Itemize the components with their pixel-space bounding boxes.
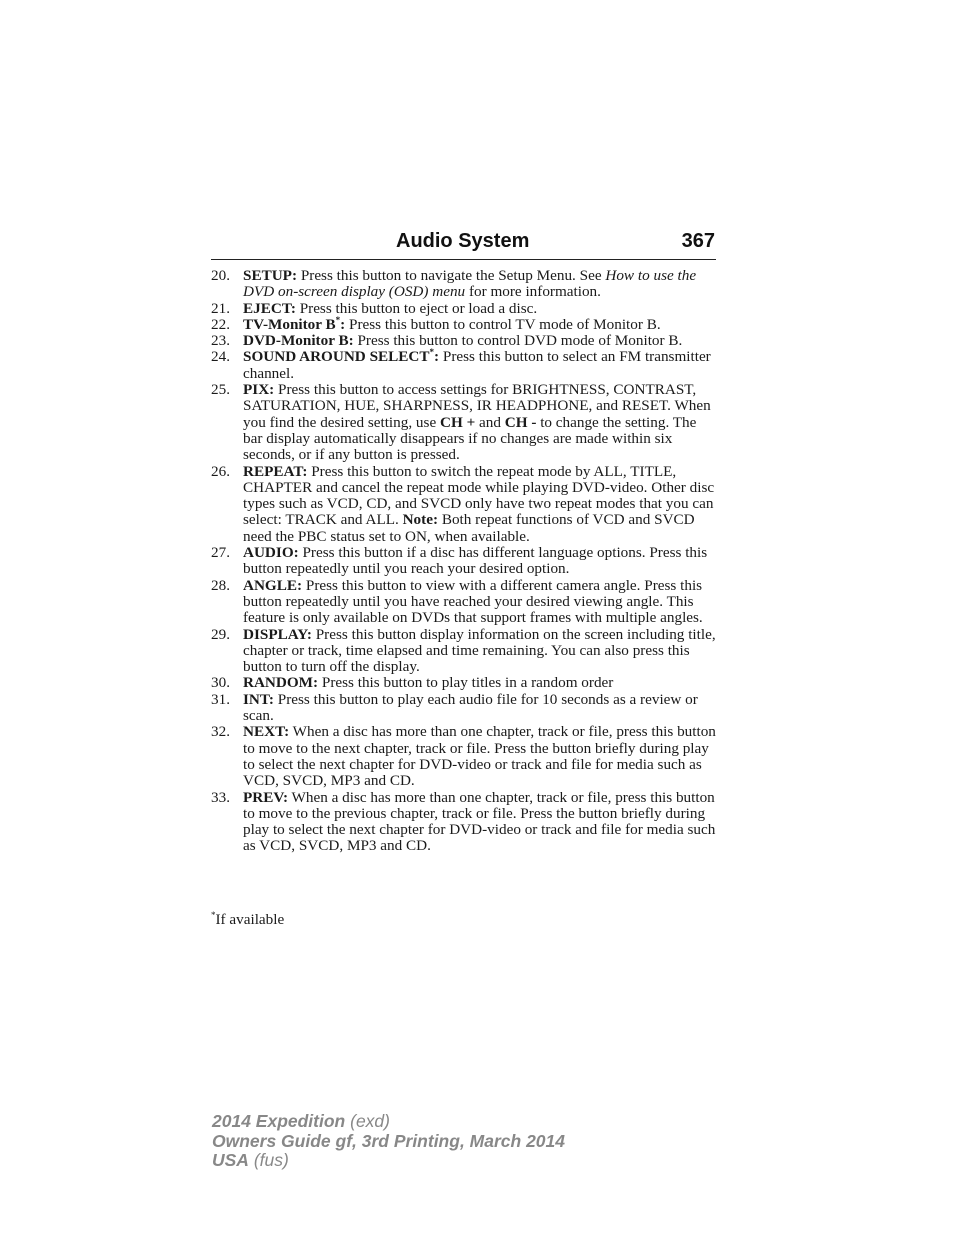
- item-label: PIX:: [243, 381, 275, 399]
- footnote-marker: *: [429, 347, 435, 358]
- list-item: 20. SETUP: Press this button to navigate the Setup Menu. See How to use the DVD on-screen display (OSD) menu for more information.: [211, 267, 697, 301]
- list-item: 24. SOUND AROUND SELECT*: Press this button to select an FM transmitter channel.: [211, 347, 711, 382]
- list-item: 28. ANGLE: Press this button to view with a different camera angle. Press this button repeatedly until you have reached your desired viewing angle. This feature is only available on DVDs that support frames with multiple angles.: [211, 576, 703, 627]
- button-description-list: [211, 268, 716, 855]
- list-item: 32. NEXT: When a disc has more than one chapter, track or file, press this button to move to the next chapter, track or file. Press the button briefly during play to select the next chapter for DVD-video or track and file for media such as VCD, SVCD, MP3 and CD.: [211, 723, 716, 790]
- list-item: 33. PREV: When a disc has more than one chapter, track or file, press this button to move to the previous chapter, track or file. Press the button briefly during play to select the next chapter for DVD-video or track and file for media such as VCD, SVCD, MP3 and CD.: [211, 788, 716, 855]
- item-number: 28.: [211, 576, 230, 594]
- footnote-marker: *: [335, 314, 341, 325]
- item-number: 26.: [211, 462, 230, 480]
- footer-model-line: 2014 Expedition (exd): [212, 1111, 390, 1131]
- item-label: SOUND AROUND SELECT*:: [243, 347, 440, 366]
- item-label: DISPLAY:: [243, 625, 312, 643]
- list-item: 26. REPEAT: Press this button to switch the repeat mode by ALL, TITLE, CHAPTER and cancel the repeat mode while playing DVD-video. Other disc types such as VCD, CD, and SVCD only have two repeat modes that you can select: TRACK and ALL. Note: Both repeat functions of VCD and SVCD need the PBC status set to ON, when available.: [211, 462, 715, 545]
- item-label: NEXT:: [243, 723, 290, 741]
- item-label: EJECT:: [243, 299, 296, 317]
- item-number: 30.: [211, 674, 230, 692]
- item-label: SETUP:: [243, 267, 298, 284]
- list-item: 25. PIX: Press this button to access settings for BRIGHTNESS, CONTRAST, SATURATION, HUE, SHARPNESS, IR HEADPHONE, and RESET. When you find the desired setting, use CH + and CH - to change the setting. The bar display automatically disappears if no changes are made within six seconds, or if any button is pressed.: [211, 381, 711, 464]
- list-item: 22. TV-Monitor B*: Press this button to control TV mode of Monitor B.: [211, 314, 661, 333]
- cross-reference: How to use the DVD on-screen display (OSD) menu: [243, 267, 697, 301]
- item-number: 32.: [211, 723, 230, 741]
- item-number: 24.: [211, 348, 230, 366]
- item-label: ANGLE:: [243, 576, 303, 594]
- note-label: Note:: [402, 511, 439, 529]
- item-label: REPEAT:: [243, 462, 308, 480]
- item-number: 31.: [211, 690, 230, 708]
- item-number: 20.: [211, 267, 230, 284]
- page-footer: [212, 1112, 565, 1171]
- list-item: 21. EJECT: Press this button to eject or load a disc.: [211, 299, 538, 317]
- page-number: 367: [681, 230, 715, 252]
- list-item: 29. DISPLAY: Press this button display information on the screen including title, chapter or track, time elapsed and time remaining. You can also press this button to turn off the display.: [211, 625, 716, 676]
- item-number: 21.: [211, 299, 230, 317]
- item-number: 27.: [211, 544, 230, 562]
- item-number: 25.: [211, 381, 230, 399]
- list-item: 30. RANDOM: Press this button to play titles in a random order: [211, 674, 614, 692]
- item-number: 33.: [211, 788, 230, 806]
- item-label: AUDIO:: [243, 544, 299, 562]
- footnote-marker: *: [211, 909, 216, 920]
- item-number: 22.: [211, 315, 230, 333]
- item-label: RANDOM:: [243, 674, 319, 692]
- list-item: 31. INT: Press this button to play each audio file for 10 seconds as a review or scan.: [211, 690, 698, 725]
- item-label: INT:: [243, 690, 274, 708]
- item-label: PREV:: [243, 788, 289, 806]
- footer-edition-line: Owners Guide gf, 3rd Printing, March 2014: [212, 1130, 565, 1151]
- footnote: *If available: [211, 909, 285, 928]
- list-item: 27. AUDIO: Press this button if a disc has different language options. Press this button repeatedly until you reach your desired option.: [211, 544, 708, 578]
- footer-region-line: USA (fus): [212, 1150, 289, 1170]
- item-label: TV-Monitor B*:: [243, 314, 346, 333]
- item-number: 29.: [211, 625, 230, 643]
- section-title: Audio System: [396, 230, 530, 252]
- item-label: DVD-Monitor B:: [243, 332, 354, 350]
- page-header: [211, 229, 716, 260]
- item-number: 23.: [211, 332, 230, 350]
- list-item: 23. DVD-Monitor B: Press this button to control DVD mode of Monitor B.: [211, 332, 683, 350]
